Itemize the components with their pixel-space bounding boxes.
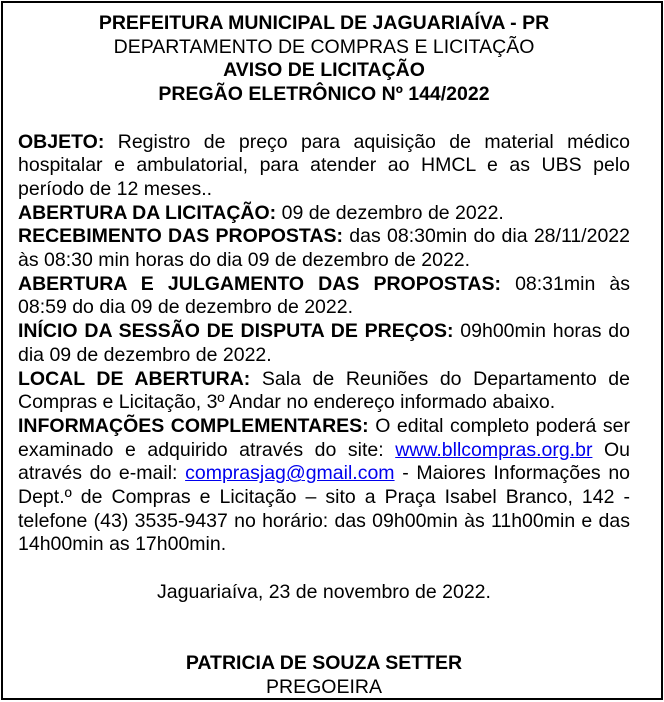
section-inicio-disputa (18, 320, 630, 367)
section-julgamento-propostas (18, 273, 630, 320)
informacoes-text-rest: - Maiores Informações no Dept.º de Compras e Licitação – sito a Praça Isabel Branco, 142 - telefone (43) 3535-9437 no horário: das 09h00min às 11h00min e das 14h00min as 17h00min. (18, 462, 631, 556)
section-objeto (18, 131, 630, 202)
section-abertura-licitacao (18, 202, 630, 226)
signature-name: PATRICIA DE SOUZA SETTER (185, 651, 463, 674)
abertura-label: ABERTURA DA LICITAÇÃO: (18, 201, 277, 224)
section-informacoes-complementares (18, 415, 630, 557)
licitacao-notice-document (1, 1, 663, 700)
email-link[interactable]: comprasjag@gmail.com (185, 462, 395, 485)
recebimento-label: RECEBIMENTO DAS PROPOSTAS: (18, 225, 343, 248)
section-local-abertura (18, 368, 630, 415)
abertura-text: 09 de dezembro de 2022. (281, 201, 504, 224)
department-name: DEPARTAMENTO DE COMPRAS E LICITAÇÃO (113, 35, 535, 58)
informacoes-label: INFORMAÇÕES COMPLEMENTARES: (18, 414, 369, 437)
objeto-label: OBJETO: (18, 130, 105, 153)
informacoes-text-email: Ou através do e-mail: (18, 438, 631, 485)
local-label: LOCAL DE ABERTURA: (18, 367, 251, 390)
inicio-disputa-text: 09h00min horas do dia 09 de dezembro de 2022. (18, 320, 630, 366)
spacer (18, 557, 630, 581)
site-link[interactable]: www.bllcompras.org.br (395, 438, 593, 461)
recebimento-text: das 08:30min do dia 28/11/2022 às 08:30 min horas do dia 09 de dezembro de 2022. (18, 225, 630, 272)
spacer (18, 605, 630, 629)
section-recebimento-propostas (18, 225, 630, 272)
julgamento-label: ABERTURA E JULGAMENTO DAS PROPOSTAS: (18, 272, 501, 295)
spacer (18, 107, 630, 131)
date-line: Jaguariaíva, 23 de novembro de 2022. (157, 580, 491, 603)
inicio-disputa-label: INÍCIO DA SESSÃO DE DISPUTA DE PREÇOS: (18, 320, 454, 343)
signature-role: PREGOEIRA (266, 675, 382, 698)
notice-type-title: AVISO DE LICITAÇÃO (223, 59, 425, 82)
org-name: PREFEITURA MUNICIPAL DE JAGUARIAÍVA - PR (98, 12, 550, 34)
spacer (18, 628, 630, 652)
local-text: Sala de Reuniões do Departamento de Compras e Licitação, 3º Andar no endereço informado abaixo. (18, 367, 630, 414)
informacoes-text-site: O edital completo poderá ser examinado e adquirido através do site: (18, 414, 631, 461)
objeto-text: Registro de preço para aquisição de material médico hospitalar e ambulatorial, para atender ao HMCL e as UBS pelo período de 12 meses.. (18, 130, 631, 200)
julgamento-text: 08:31min às 08:59 do dia 09 de dezembro de 2022. (18, 272, 631, 319)
auction-number-title: PREGÃO ELETRÔNICO Nº 144/2022 (158, 83, 490, 106)
